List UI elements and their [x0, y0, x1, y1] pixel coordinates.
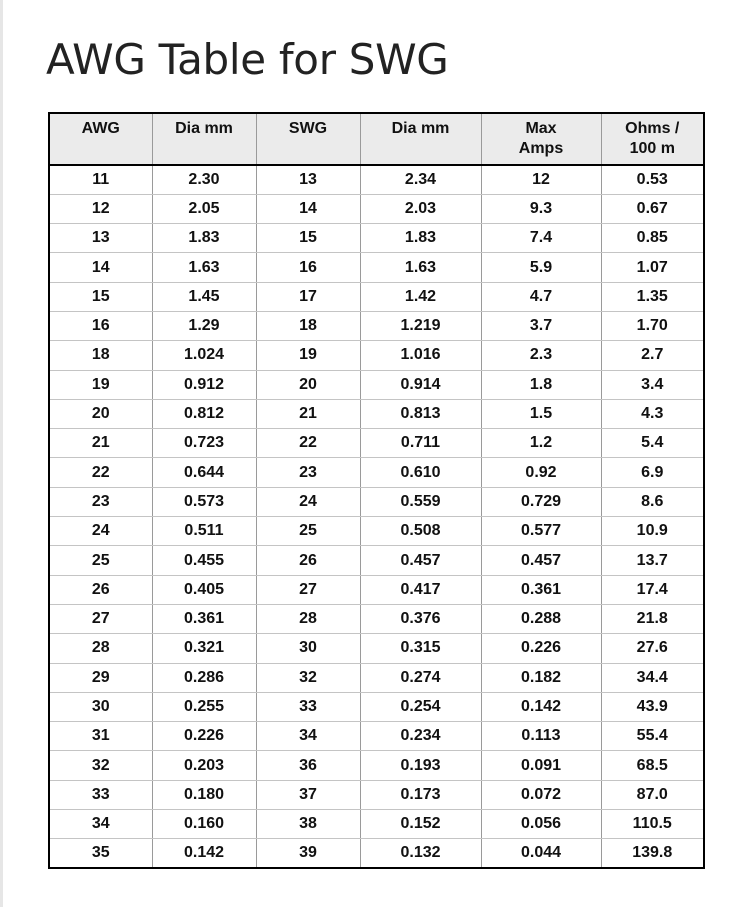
- awg-cell: 11: [49, 165, 152, 194]
- ohms-cell: 10.9: [601, 517, 704, 546]
- table-row: [49, 370, 704, 399]
- swg-cell: 23: [256, 458, 360, 487]
- max-amps-cell: 4.7: [481, 282, 601, 311]
- max-amps-cell: 1.2: [481, 429, 601, 458]
- awg-dia-mm-cell: 0.723: [152, 429, 256, 458]
- awg-dia-mm-cell: 2.05: [152, 194, 256, 223]
- table-row: [49, 839, 704, 868]
- table-row: [49, 692, 704, 721]
- table-row: [49, 751, 704, 780]
- swg-cell: 25: [256, 517, 360, 546]
- swg-cell: 13: [256, 165, 360, 194]
- table-row: [49, 429, 704, 458]
- max-amps-cell: 0.361: [481, 575, 601, 604]
- ohms-cell: 21.8: [601, 604, 704, 633]
- swg-cell: 33: [256, 692, 360, 721]
- ohms-cell: 13.7: [601, 546, 704, 575]
- awg-cell: 23: [49, 487, 152, 516]
- awg-dia-mm-cell: 0.203: [152, 751, 256, 780]
- ohms-cell: 0.67: [601, 194, 704, 223]
- table-row: [49, 311, 704, 340]
- max-amps-cell: 0.072: [481, 780, 601, 809]
- max-amps-cell: 5.9: [481, 253, 601, 282]
- awg-cell: 29: [49, 663, 152, 692]
- table-row: [49, 224, 704, 253]
- max-amps-cell: 0.226: [481, 634, 601, 663]
- awg-cell: 21: [49, 429, 152, 458]
- table-row: [49, 604, 704, 633]
- max-amps-cell: 1.5: [481, 399, 601, 428]
- header-label-line2: Amps: [518, 140, 564, 157]
- table-row: [49, 663, 704, 692]
- header-label-line2: 100 m: [629, 140, 675, 157]
- awg-dia-mm-cell: 0.226: [152, 722, 256, 751]
- awg-cell: 22: [49, 458, 152, 487]
- awg-dia-mm-cell: 0.321: [152, 634, 256, 663]
- swg-cell: 16: [256, 253, 360, 282]
- ohms-cell: 1.70: [601, 311, 704, 340]
- swg-cell: 21: [256, 399, 360, 428]
- table-row: [49, 546, 704, 575]
- swg-dia-mm-cell: 0.914: [360, 370, 481, 399]
- table-row: [49, 780, 704, 809]
- header-swg: [256, 113, 360, 165]
- ohms-cell: 5.4: [601, 429, 704, 458]
- awg-dia-mm-cell: 0.812: [152, 399, 256, 428]
- awg-dia-mm-cell: 0.405: [152, 575, 256, 604]
- swg-dia-mm-cell: 0.376: [360, 604, 481, 633]
- max-amps-cell: 0.113: [481, 722, 601, 751]
- awg-dia-mm-cell: 1.63: [152, 253, 256, 282]
- ohms-cell: 0.53: [601, 165, 704, 194]
- swg-dia-mm-cell: 1.219: [360, 311, 481, 340]
- max-amps-cell: 12: [481, 165, 601, 194]
- table-row: [49, 575, 704, 604]
- awg-cell: 31: [49, 722, 152, 751]
- swg-dia-mm-cell: 2.03: [360, 194, 481, 223]
- header-ohms-per-100m: [601, 113, 704, 165]
- awg-cell: 34: [49, 810, 152, 839]
- table-row: [49, 341, 704, 370]
- ohms-cell: 17.4: [601, 575, 704, 604]
- ohms-cell: 4.3: [601, 399, 704, 428]
- header-label-line1: Ohms /: [625, 120, 680, 137]
- header-label-line1: Dia mm: [175, 120, 233, 137]
- awg-dia-mm-cell: 1.29: [152, 311, 256, 340]
- ohms-cell: 34.4: [601, 663, 704, 692]
- swg-cell: 30: [256, 634, 360, 663]
- awg-dia-mm-cell: 0.160: [152, 810, 256, 839]
- table-row: [49, 399, 704, 428]
- max-amps-cell: 2.3: [481, 341, 601, 370]
- swg-dia-mm-cell: 0.559: [360, 487, 481, 516]
- awg-cell: 16: [49, 311, 152, 340]
- ohms-cell: 3.4: [601, 370, 704, 399]
- max-amps-cell: 0.044: [481, 839, 601, 868]
- awg-cell: 28: [49, 634, 152, 663]
- awg-cell: 18: [49, 341, 152, 370]
- table-row: [49, 722, 704, 751]
- awg-cell: 25: [49, 546, 152, 575]
- ohms-cell: 6.9: [601, 458, 704, 487]
- awg-dia-mm-cell: 0.644: [152, 458, 256, 487]
- max-amps-cell: 0.091: [481, 751, 601, 780]
- swg-dia-mm-cell: 0.457: [360, 546, 481, 575]
- swg-dia-mm-cell: 0.315: [360, 634, 481, 663]
- ohms-cell: 1.35: [601, 282, 704, 311]
- swg-dia-mm-cell: 0.813: [360, 399, 481, 428]
- awg-dia-mm-cell: 2.30: [152, 165, 256, 194]
- ohms-cell: 43.9: [601, 692, 704, 721]
- swg-cell: 37: [256, 780, 360, 809]
- awg-cell: 26: [49, 575, 152, 604]
- swg-dia-mm-cell: 1.63: [360, 253, 481, 282]
- swg-cell: 28: [256, 604, 360, 633]
- max-amps-cell: 0.729: [481, 487, 601, 516]
- ohms-cell: 139.8: [632, 844, 673, 862]
- swg-dia-mm-cell: 1.016: [360, 341, 481, 370]
- awg-swg-table: [48, 112, 705, 869]
- awg-dia-mm-cell: 1.024: [152, 341, 256, 370]
- table-row: [49, 165, 704, 194]
- awg-dia-mm-cell: 0.286: [152, 663, 256, 692]
- awg-dia-mm-cell: 0.455: [152, 546, 256, 575]
- page-title: AWG Table for SWG: [46, 35, 449, 84]
- max-amps-cell: 9.3: [481, 194, 601, 223]
- swg-dia-mm-cell: 0.417: [360, 575, 481, 604]
- swg-cell: 39: [256, 839, 360, 868]
- swg-cell: 15: [256, 224, 360, 253]
- swg-cell: 38: [256, 810, 360, 839]
- ohms-cell: 1.07: [601, 253, 704, 282]
- table-row: [49, 517, 704, 546]
- swg-cell: 36: [256, 751, 360, 780]
- swg-cell: 24: [256, 487, 360, 516]
- table-row: [49, 458, 704, 487]
- swg-dia-mm-cell: 1.42: [360, 282, 481, 311]
- max-amps-cell: 0.288: [481, 604, 601, 633]
- table-row: [49, 810, 704, 839]
- awg-dia-mm-cell: 0.912: [152, 370, 256, 399]
- swg-dia-mm-cell: 0.508: [360, 517, 481, 546]
- awg-cell: 35: [49, 839, 152, 868]
- swg-dia-mm-cell: 0.173: [360, 780, 481, 809]
- header-label-line1: Dia mm: [391, 120, 450, 137]
- max-amps-cell: 0.457: [481, 546, 601, 575]
- awg-dia-mm-cell: 1.45: [152, 282, 256, 311]
- awg-cell: 13: [49, 224, 152, 253]
- awg-cell: 32: [49, 751, 152, 780]
- table-row: [49, 253, 704, 282]
- ohms-cell: 55.4: [601, 722, 704, 751]
- left-edge-rule: [0, 0, 3, 907]
- max-amps-cell: 1.8: [481, 370, 601, 399]
- table-row: [49, 194, 704, 223]
- swg-cell: 32: [256, 663, 360, 692]
- max-amps-cell: 0.056: [481, 810, 601, 839]
- swg-cell: 18: [256, 311, 360, 340]
- ohms-cell: 2.7: [601, 341, 704, 370]
- ohms-cell: 0.85: [601, 224, 704, 253]
- table-body: [49, 165, 704, 868]
- max-amps-cell: 0.142: [481, 692, 601, 721]
- swg-cell: 14: [256, 194, 360, 223]
- header-label-line1: AWG: [81, 120, 120, 137]
- awg-cell: 20: [49, 399, 152, 428]
- table-header-row: [49, 113, 704, 165]
- ohms-cell: 27.6: [601, 634, 704, 663]
- swg-dia-mm-cell: 2.34: [360, 165, 481, 194]
- ohms-cell: 8.6: [601, 487, 704, 516]
- table-row: [49, 282, 704, 311]
- swg-dia-mm-cell: 0.152: [360, 810, 481, 839]
- max-amps-cell: 7.4: [481, 224, 601, 253]
- awg-cell: 12: [49, 194, 152, 223]
- swg-dia-mm-cell: 0.610: [360, 458, 481, 487]
- max-amps-cell: 0.182: [481, 663, 601, 692]
- swg-dia-mm-cell: 0.132: [360, 839, 481, 868]
- table-row: [49, 634, 704, 663]
- header-dia-mm-swg: [360, 113, 481, 165]
- swg-dia-mm-cell: 0.234: [360, 722, 481, 751]
- awg-dia-mm-cell: 1.83: [152, 224, 256, 253]
- awg-cell: 30: [49, 692, 152, 721]
- awg-dia-mm-cell: 0.142: [152, 839, 256, 868]
- swg-dia-mm-cell: 0.254: [360, 692, 481, 721]
- swg-dia-mm-cell: 0.193: [360, 751, 481, 780]
- awg-dia-mm-cell: 0.255: [152, 692, 256, 721]
- table-row: [49, 487, 704, 516]
- awg-dia-mm-cell: 0.180: [152, 780, 256, 809]
- max-amps-cell: 0.92: [481, 458, 601, 487]
- swg-dia-mm-cell: 1.83: [360, 224, 481, 253]
- ohms-cell: 68.5: [601, 751, 704, 780]
- awg-dia-mm-cell: 0.361: [152, 604, 256, 633]
- swg-dia-mm-cell: 0.274: [360, 663, 481, 692]
- swg-cell: 20: [256, 370, 360, 399]
- swg-dia-mm-cell: 0.711: [360, 429, 481, 458]
- header-dia-mm-awg: [152, 113, 256, 165]
- header-awg: [49, 113, 152, 165]
- awg-cell: 27: [49, 604, 152, 633]
- ohms-cell: 110.5: [601, 810, 704, 839]
- awg-cell: 24: [49, 517, 152, 546]
- header-label-line1: Max: [525, 120, 557, 137]
- awg-cell: 15: [49, 282, 152, 311]
- awg-dia-mm-cell: 0.573: [152, 487, 256, 516]
- awg-dia-mm-cell: 0.511: [152, 517, 256, 546]
- swg-cell: 22: [256, 429, 360, 458]
- awg-cell: 19: [49, 370, 152, 399]
- swg-cell: 17: [256, 282, 360, 311]
- max-amps-cell: 3.7: [481, 311, 601, 340]
- swg-cell: 26: [256, 546, 360, 575]
- awg-cell: 33: [49, 780, 152, 809]
- header-label-line1: SWG: [288, 120, 328, 137]
- awg-cell: 14: [49, 253, 152, 282]
- swg-cell: 19: [256, 341, 360, 370]
- ohms-cell: 87.0: [601, 780, 704, 809]
- max-amps-cell: 0.577: [481, 517, 601, 546]
- swg-cell: 34: [256, 722, 360, 751]
- swg-cell: 27: [256, 575, 360, 604]
- header-max-amps: [481, 113, 601, 165]
